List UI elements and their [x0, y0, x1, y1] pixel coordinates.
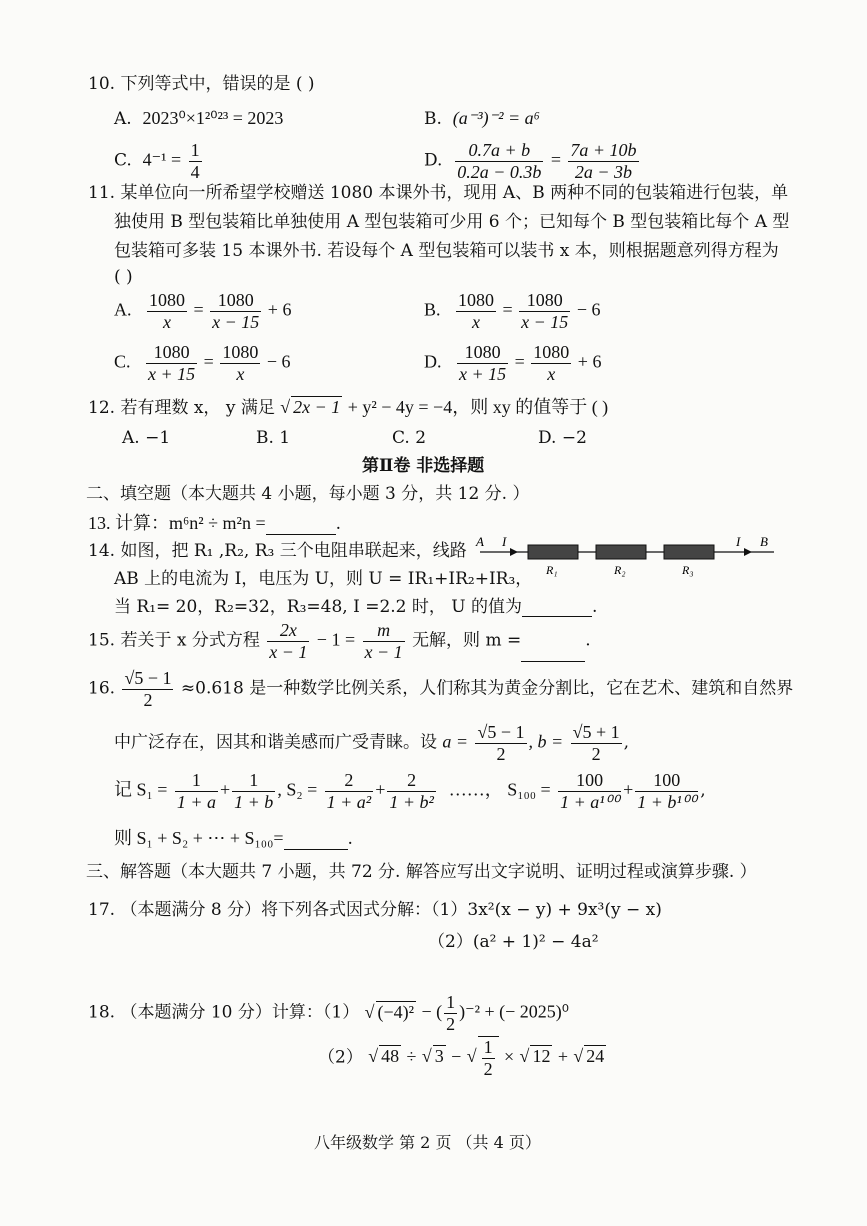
q10-option-c: C. 4⁻¹ = $\frac{1}{4}$	[114, 140, 200, 182]
q13: 13. 计算：m⁶n² ÷ m²n = .	[88, 513, 342, 534]
q17-line1: 17. （本题满分 8 分）将下列各式因式分解：（1）3x²(x − y) + 9x³(y − x)	[88, 900, 662, 920]
q14-answer-blank[interactable]	[522, 602, 592, 617]
q11-option-a: A. $\frac{1080}{x}$ = $\frac{1080}{x - 15}$ + 6	[114, 290, 292, 332]
section3-header: 三、解答题（本大题共 7 小题，共 72 分. 解答应写出文字说明、证明过程或演算步骤. ）	[86, 862, 757, 882]
q14-line1: 14. 如图，把 R₁ ,R₂, R₃ 三个电阻串联起来，线路	[88, 541, 467, 561]
current-arrow-left	[510, 548, 518, 556]
label-r3: R₃	[682, 563, 694, 577]
label-b: B	[760, 534, 768, 549]
q14-line3: 当 R₁= 20，R₂=32，R₃=48, I =2.2 时， U 的值为 .	[114, 597, 598, 617]
q15: 15. 若关于 x 分式方程 $\frac{2x}{x - 1}$ − 1 = $\frac{m}{x - 1}$ 无解，则 m = .	[88, 620, 591, 662]
q12-stem: 12. 若有理数 x， y 满足 √ 2x − 1 + y² − 4y = −4，则 xy 的值等于 ( )	[88, 397, 609, 418]
q10-option-a: A. 2023⁰×1²⁰²³ = 2023	[114, 108, 284, 129]
circuit-diagram	[474, 530, 784, 582]
q12-option-c: C. 2	[392, 428, 427, 448]
q10-stem: 10. 下列等式中，错误的是 ( )	[88, 74, 315, 94]
q16-line4: 则 S₁ + S₂ + ⋯ + S₁₀₀= .	[114, 828, 353, 849]
q11-option-c: C. $\frac{1080}{x + 15}$ = $\frac{1080}{x}$ − 6	[114, 342, 291, 384]
q16-line2: 中广泛存在，因其和谐美感而广受青睐。设 a = $\frac{√5 - 1}{2}$ , b = $\frac{√5 + 1}{2}$ ,	[114, 722, 629, 764]
q10-option-d: D. $\frac{0.7a + b}{0.2a - 0.3b}$ = $\frac{7a + 10b}{2a - 3b}$	[424, 140, 637, 182]
page-footer: 八年级数学 第 2 页 （共 4 页）	[314, 1133, 541, 1152]
q17-line2: （2）(a² + 1)² − 4a²	[428, 932, 599, 952]
q11-line3: 包装箱可多装 15 本课外书. 若设每个 A 型包装箱可以装书 x 本，则根据题意列得方程为	[114, 241, 779, 261]
q11-line1: 11. 某单位向一所希望学校赠送 1080 本课外书，现用 A、B 两种不同的包装箱进行包装，单	[88, 183, 789, 203]
q11-option-b: B. $\frac{1080}{x}$ = $\frac{1080}{x - 15}$ − 6	[424, 290, 601, 332]
q16-line3: 记 S₁ = $\frac{1}{1 + a}$ + $\frac{1}{1 + b}$ , S₂ = $\frac{2}{\text{1 + a²}}$ + $\frac{2}{\text{1 + b²}}$ ……， S₁₀₀ = $\frac{100}{\text{1 + a¹⁰⁰}}$ + $\frac{100}{\text{1 + b¹⁰⁰}}$ ,	[114, 770, 706, 812]
label-r2: R₂	[614, 563, 626, 577]
q10-option-b: B. (a⁻³)⁻² = a⁶	[424, 108, 540, 129]
q16-line1: 16. $\frac{√5 - 1}{2}$ ≈0.618 是一种数学比例关系，人们称其为黄金分割比，它在艺术、建筑和自然界	[88, 668, 794, 710]
q11-line2: 独使用 B 型包装箱比单独使用 A 型包装箱可少用 6 个；已知每个 B 型包装箱比每个 A 型	[114, 212, 790, 232]
label-a: A	[476, 534, 484, 549]
q12-option-b: B. 1	[256, 428, 291, 448]
resistor-r2	[596, 545, 646, 559]
q18-part2: （2） √ 48 ÷ √ 3 − √ $\frac{1}{2}$ × √ 12 + √ 24	[318, 1037, 605, 1079]
q16-answer-blank[interactable]	[284, 835, 348, 850]
q14-line2: AB 上的电流为 I，电压为 U，则 U = IR₁+IR₂+IR₃，	[114, 569, 533, 589]
q11-line4: ( )	[114, 267, 133, 287]
label-i-right: I	[736, 534, 741, 549]
q15-answer-blank[interactable]	[521, 647, 585, 662]
q12-option-a: A. −1	[122, 428, 171, 448]
label-r1: R₁	[546, 563, 558, 577]
q11-option-d: D. $\frac{1080}{x + 15}$ = $\frac{1080}{x}$ + 6	[424, 342, 602, 384]
q12-option-d: D. −2	[538, 428, 587, 448]
section2-header: 二、填空题（本大题共 4 小题，每小题 3 分，共 12 分. ）	[86, 484, 530, 504]
current-arrow-right	[744, 548, 752, 556]
resistor-r3	[664, 545, 714, 559]
q18-part1: 18. （本题满分 10 分）计算：（1） √ (−4)² − ( $\frac{1}{2}$ )⁻² + (− 2025)⁰	[88, 992, 570, 1034]
label-i-left: I	[502, 534, 507, 549]
resistor-r1	[528, 545, 578, 559]
q13-answer-blank[interactable]	[266, 520, 336, 535]
part2-title: 第Ⅱ卷 非选择题	[362, 456, 485, 476]
